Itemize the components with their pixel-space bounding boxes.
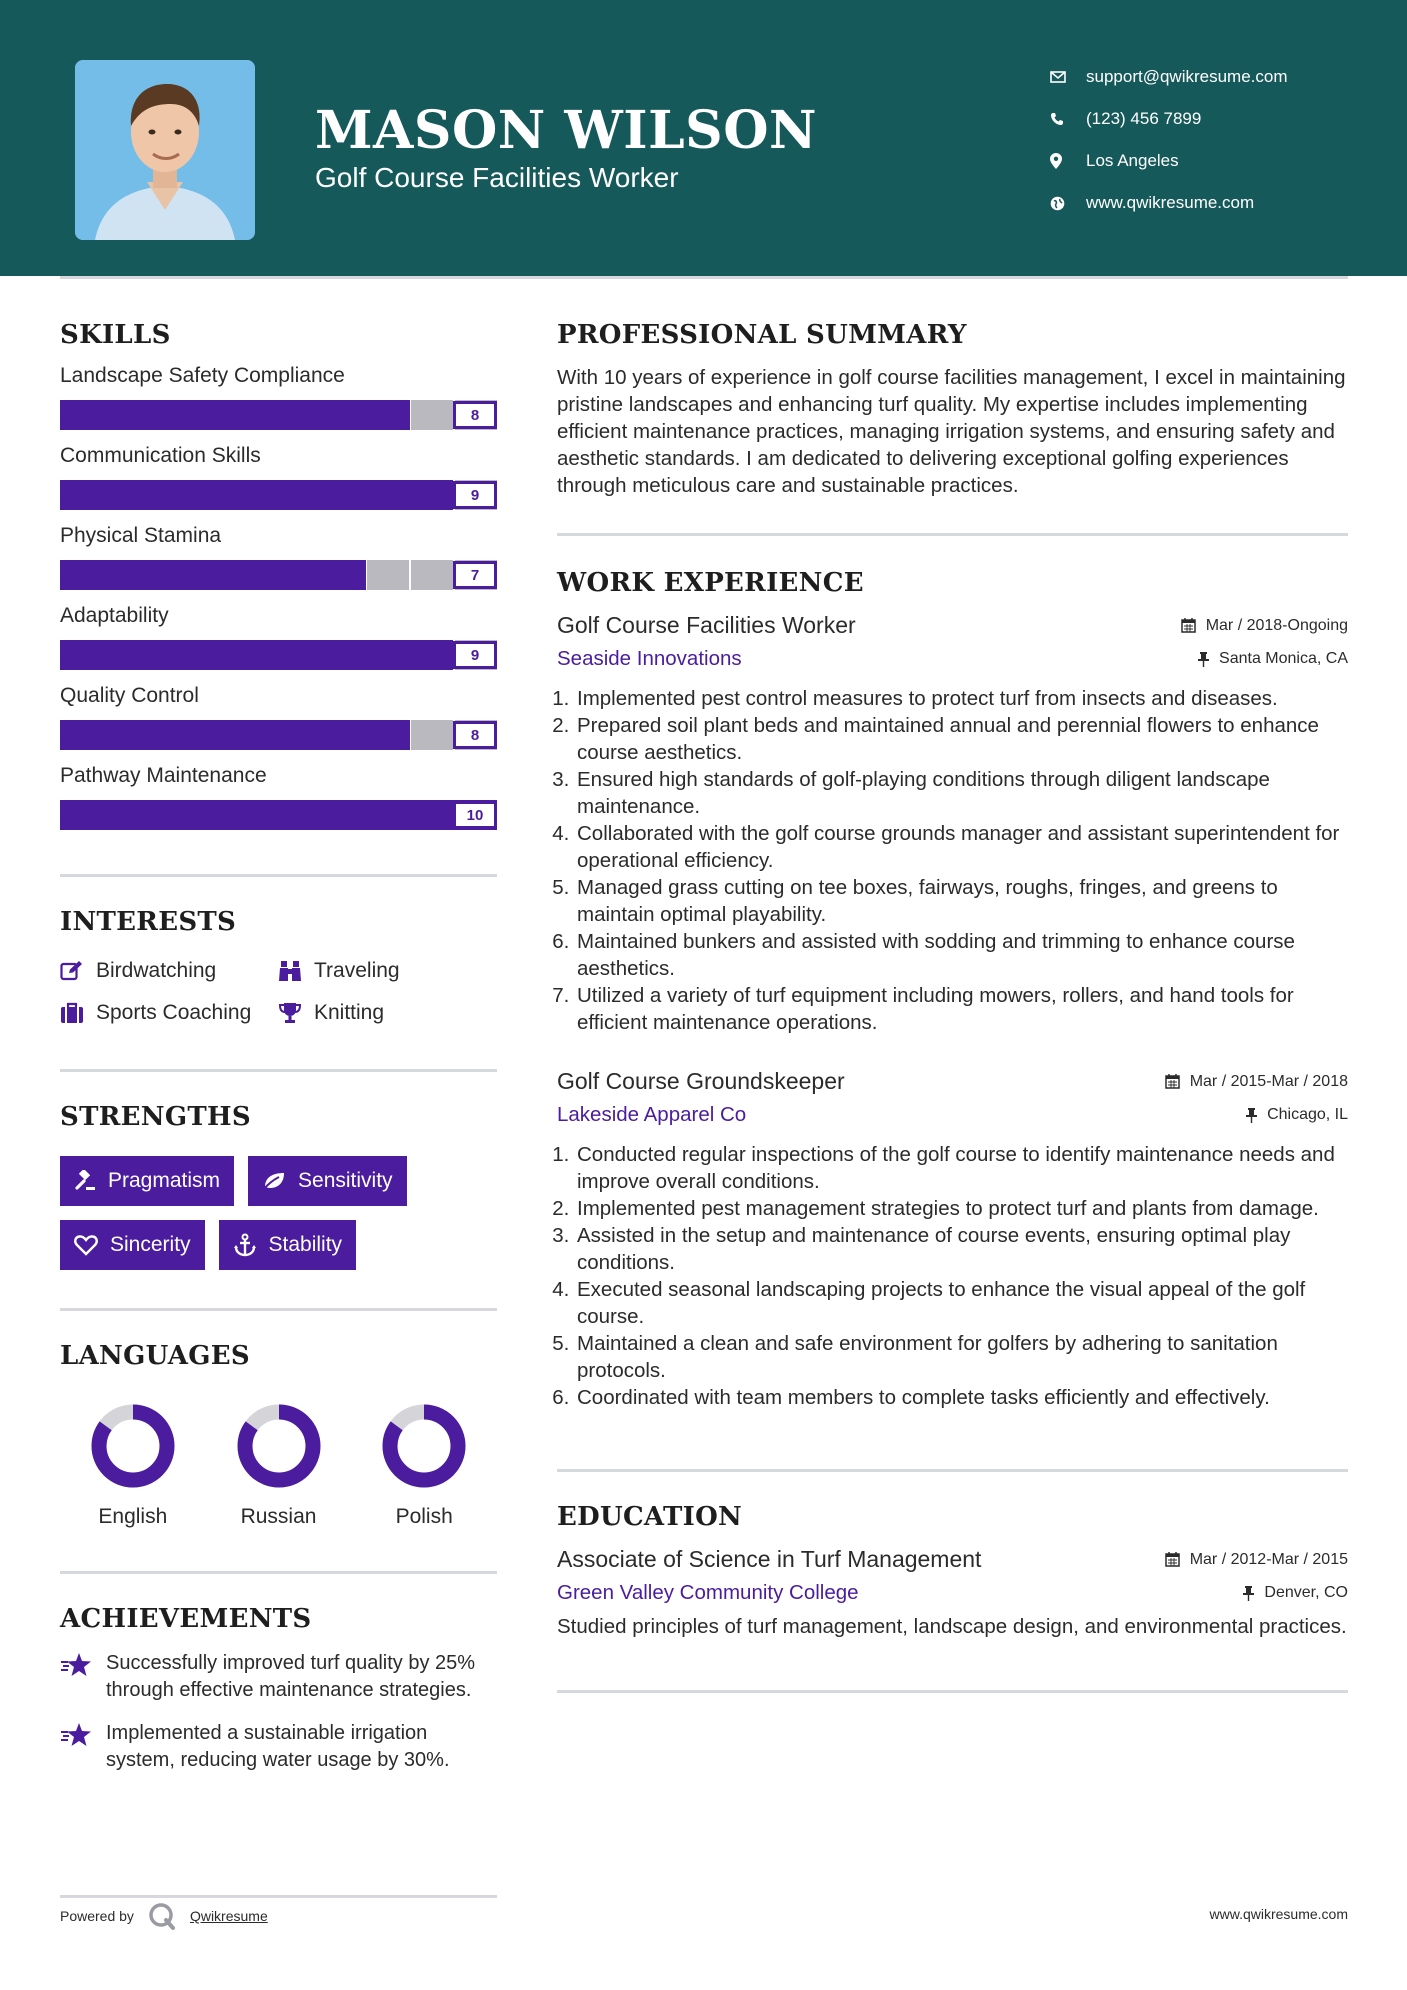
skill-rating-bar xyxy=(60,400,497,430)
language-item xyxy=(60,1401,206,1529)
contact-website[interactable] xyxy=(1050,182,1390,224)
skill-rating-bar xyxy=(60,720,497,750)
school-name: Green Valley Community College xyxy=(557,1581,859,1604)
job-title: Golf Course Facilities Worker xyxy=(557,612,856,638)
skill-bar-fill xyxy=(60,400,410,430)
experience-heading: WORK EXPERIENCE xyxy=(557,568,864,598)
gavel-icon xyxy=(74,1170,96,1192)
achievement-text: Successfully improved turf quality by 25% through effective maintenance strategies. xyxy=(106,1652,476,1701)
contact-location xyxy=(1050,140,1390,182)
job-responsibilities xyxy=(557,1141,1348,1411)
strength-tag xyxy=(248,1156,407,1206)
pin-icon xyxy=(1243,1586,1254,1601)
languages-heading: LANGUAGES xyxy=(60,1341,250,1371)
footer-branding xyxy=(60,1902,268,1930)
achievements-heading: ACHIEVEMENTS xyxy=(60,1604,312,1634)
degree-title: Associate of Science in Turf Management xyxy=(557,1546,982,1572)
list-item: 1. Conducted regular inspections of the golf course to identify maintenance needs and improve overall conditions. xyxy=(575,1141,1348,1195)
heart-icon xyxy=(74,1234,98,1256)
strength-tag xyxy=(60,1156,234,1206)
interests-heading: INTERESTS xyxy=(60,907,237,937)
job-date: Mar / 2015-Mar / 2018 xyxy=(1165,1073,1348,1091)
education-date: Mar / 2012-Mar / 2015 xyxy=(1165,1551,1348,1569)
contact-location-text: Los Angeles xyxy=(1086,151,1179,170)
education-location: Denver, CO xyxy=(1243,1584,1348,1602)
skill-label: Adaptability xyxy=(60,604,169,627)
job-company: Seaside Innovations xyxy=(557,647,742,670)
list-item: 6. Coordinated with team members to complete tasks efficiently and effectively. xyxy=(575,1384,1348,1411)
calendar-icon xyxy=(1165,1552,1180,1567)
job-entry xyxy=(557,1068,1348,1411)
strength-label: Pragmatism xyxy=(108,1169,221,1192)
binoculars-icon xyxy=(278,960,314,982)
skill-bar-segment xyxy=(367,560,409,590)
contact-list xyxy=(1050,56,1390,224)
skill-value-badge: 9 xyxy=(453,481,497,509)
left-column xyxy=(60,320,497,1774)
skill-bar-fill xyxy=(60,800,497,830)
contact-email-text: support@qwikresume.com xyxy=(1086,67,1288,86)
anchor-icon xyxy=(233,1233,257,1257)
qwikresume-logo-icon xyxy=(148,1902,176,1930)
achievement-item xyxy=(60,1720,497,1774)
envelope-icon xyxy=(1050,71,1086,83)
section-divider xyxy=(60,1069,497,1072)
skill-item xyxy=(60,444,497,510)
list-item: 5. Managed grass cutting on tee boxes, fairways, roughs, fringes, and greens to maintain optimal playability. xyxy=(575,874,1348,928)
language-donut-chart xyxy=(88,1401,178,1491)
trophy-icon xyxy=(278,1002,314,1024)
strength-label: Stability xyxy=(268,1233,343,1256)
profile-photo xyxy=(75,60,255,240)
skill-value-badge: 8 xyxy=(453,721,497,749)
edit-icon xyxy=(60,960,96,982)
interest-label: Sports Coaching xyxy=(96,1001,252,1024)
calendar-icon xyxy=(1181,618,1196,633)
strengths-heading: STRENGTHS xyxy=(60,1102,251,1132)
skills-heading: SKILLS xyxy=(60,320,171,350)
job-location: Santa Monica, CA xyxy=(1198,650,1348,668)
section-divider xyxy=(60,1571,497,1574)
education-heading: EDUCATION xyxy=(557,1502,743,1532)
list-item: 4. Executed seasonal landscaping projects to enhance the visual appeal of the golf course. xyxy=(575,1276,1348,1330)
education-description: Studied principles of turf management, landscape design, and environmental practices. xyxy=(557,1615,1347,1638)
education-entry xyxy=(557,1546,1348,1640)
achievements-list xyxy=(60,1650,497,1774)
interests-list xyxy=(60,959,497,1025)
skill-label: Pathway Maintenance xyxy=(60,764,267,787)
phone-icon xyxy=(1050,112,1086,126)
powered-by-text: Powered by xyxy=(60,1908,134,1924)
contact-website-text: www.qwikresume.com xyxy=(1086,193,1255,212)
leaf-icon xyxy=(262,1171,286,1191)
language-label: Polish xyxy=(395,1505,453,1528)
job-entry xyxy=(557,612,1348,1036)
skill-item xyxy=(60,684,497,750)
summary-text: With 10 years of experience in golf course facilities management, I excel in maintaining pristine landscapes and enhancing turf quality. My expertise includes implementing efficient maintenance practices, managing irrigation systems, and ensuring safety and aesthetic standards. I am dedicated to delivering exceptional golfing experiences through meticulous care and sustainable practices. xyxy=(557,366,1346,497)
skill-rating-bar xyxy=(60,640,497,670)
summary-heading: PROFESSIONAL SUMMARY xyxy=(557,320,967,350)
list-item: 1. Implemented pest control measures to protect turf from insects and diseases. xyxy=(575,685,1348,712)
list-item: 6. Maintained bunkers and assisted with sodding and trimming to enhance course aesthetics. xyxy=(575,928,1348,982)
skill-bar-fill xyxy=(60,720,410,750)
list-item: 2. Prepared soil plant beds and maintained annual and perennial flowers to enhance course aesthetics. xyxy=(575,712,1348,766)
globe-icon xyxy=(1050,196,1086,211)
pin-icon xyxy=(1198,652,1209,667)
skill-item xyxy=(60,364,497,430)
footer-url[interactable]: www.qwikresume.com xyxy=(1209,1906,1348,1922)
interest-label: Traveling xyxy=(314,959,400,982)
strength-label: Sensitivity xyxy=(298,1169,393,1192)
skill-item xyxy=(60,764,497,830)
section-divider xyxy=(557,533,1348,536)
right-column xyxy=(557,320,1348,1693)
list-item: 2. Implemented pest management strategies to protect turf and plants from damage. xyxy=(575,1195,1348,1222)
skill-value-badge: 8 xyxy=(453,401,497,429)
language-label: English xyxy=(98,1505,168,1528)
language-donut-chart xyxy=(234,1401,324,1491)
skill-label: Landscape Safety Compliance xyxy=(60,364,345,387)
section-divider xyxy=(60,874,497,877)
pin-icon xyxy=(1246,1108,1257,1123)
languages-list xyxy=(60,1401,497,1529)
map-pin-icon xyxy=(1050,153,1086,169)
interest-item xyxy=(60,959,278,983)
skill-label: Physical Stamina xyxy=(60,524,222,547)
list-item: 4. Collaborated with the golf course grounds manager and assistant superintendent for operational efficiency. xyxy=(575,820,1348,874)
star-icon xyxy=(60,1650,106,1704)
list-item: 3. Assisted in the setup and maintenance of course events, ensuring optimal play conditions. xyxy=(575,1222,1348,1276)
skill-bar-segment xyxy=(411,720,453,750)
skill-bar-fill xyxy=(60,640,453,670)
job-location: Chicago, IL xyxy=(1246,1106,1348,1124)
skill-value-badge: 9 xyxy=(453,641,497,669)
job-company: Lakeside Apparel Co xyxy=(557,1103,747,1126)
list-item: 7. Utilized a variety of turf equipment including mowers, rollers, and hand tools for efficient maintenance operations. xyxy=(575,982,1348,1036)
candidate-name: MASON WILSON xyxy=(315,100,818,161)
achievement-item xyxy=(60,1650,497,1704)
skill-bar-segment xyxy=(411,560,453,590)
interest-item xyxy=(278,1001,497,1025)
qwikresume-link[interactable]: Qwikresume xyxy=(189,1908,268,1924)
language-item xyxy=(206,1401,352,1529)
interest-label: Knitting xyxy=(314,1001,385,1024)
strength-tag xyxy=(60,1220,205,1270)
skill-rating-bar xyxy=(60,800,497,830)
skill-rating-bar xyxy=(60,560,497,590)
section-divider xyxy=(557,1690,1348,1693)
skill-value-badge: 10 xyxy=(453,801,497,829)
resume-header xyxy=(0,0,1407,276)
strength-label: Sincerity xyxy=(110,1233,191,1256)
strengths-list xyxy=(60,1156,497,1270)
list-item: 3. Ensured high standards of golf-playing conditions through diligent landscape maintenance. xyxy=(575,766,1348,820)
section-divider xyxy=(60,1308,497,1311)
candidate-title: Golf Course Facilities Worker xyxy=(315,162,679,193)
skill-bar-segment xyxy=(411,400,453,430)
header-divider xyxy=(60,276,1348,279)
contact-phone-text: (123) 456 7899 xyxy=(1086,109,1202,128)
skills-list xyxy=(60,364,497,830)
calendar-icon xyxy=(1165,1074,1180,1089)
skill-bar-fill xyxy=(60,480,453,510)
job-date: Mar / 2018-Ongoing xyxy=(1181,617,1348,635)
skill-item xyxy=(60,524,497,590)
section-divider xyxy=(557,1469,1348,1472)
skill-item xyxy=(60,604,497,670)
interest-item xyxy=(60,1001,278,1025)
skill-label: Communication Skills xyxy=(60,444,261,467)
interest-item xyxy=(278,959,497,983)
briefcase-icon xyxy=(60,1002,96,1024)
language-item xyxy=(351,1401,497,1529)
list-item: 5. Maintained a clean and safe environment for golfers by adhering to sanitation protocols. xyxy=(575,1330,1348,1384)
skill-label: Quality Control xyxy=(60,684,199,707)
strength-tag xyxy=(219,1220,357,1270)
job-title: Golf Course Groundskeeper xyxy=(557,1068,845,1094)
interest-label: Birdwatching xyxy=(96,959,217,982)
footer-divider xyxy=(60,1895,497,1898)
job-responsibilities xyxy=(557,685,1348,1036)
contact-phone[interactable] xyxy=(1050,98,1390,140)
star-icon xyxy=(60,1720,106,1774)
language-donut-chart xyxy=(379,1401,469,1491)
language-label: Russian xyxy=(240,1505,317,1528)
skill-rating-bar xyxy=(60,480,497,510)
achievement-text: Implemented a sustainable irrigation system, reducing water usage by 30%. xyxy=(106,1722,450,1771)
contact-email[interactable] xyxy=(1050,56,1390,98)
skill-bar-fill xyxy=(60,560,366,590)
skill-value-badge: 7 xyxy=(453,561,497,589)
